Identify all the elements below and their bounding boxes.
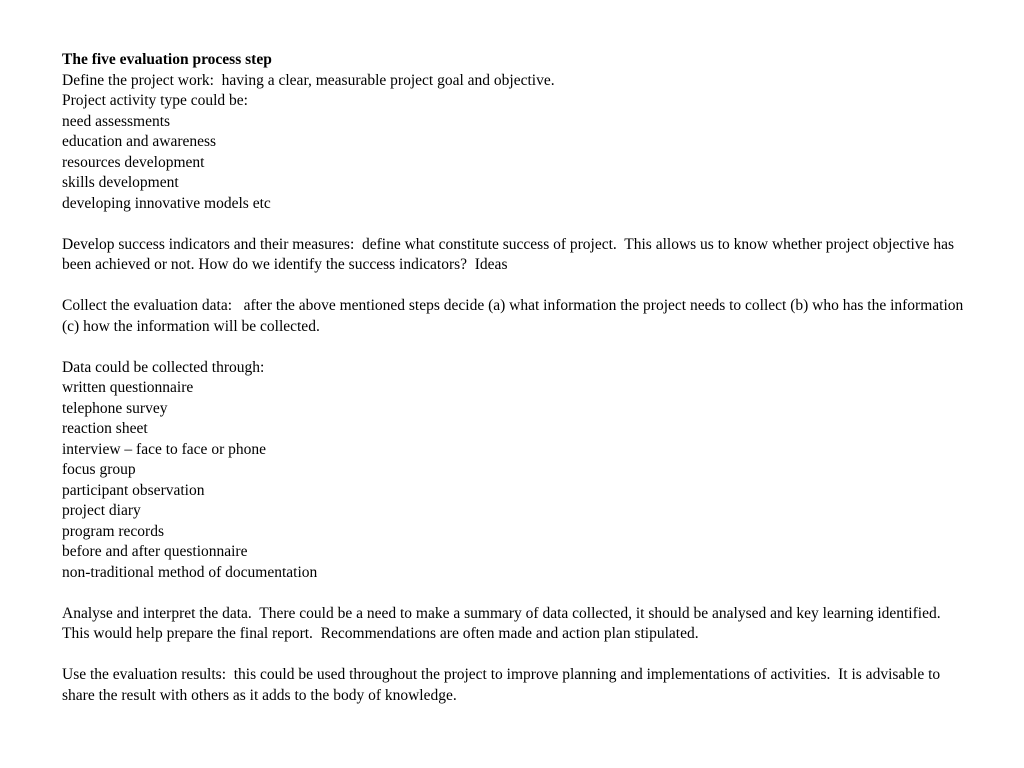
step1-list-intro: Project activity type could be: xyxy=(62,92,248,109)
list-item: participant observation xyxy=(62,481,205,499)
list-item: resources development xyxy=(62,153,205,171)
spacer xyxy=(62,214,968,235)
list-item: focus group xyxy=(62,461,136,478)
list-item: program records xyxy=(62,522,164,540)
activity-type-list xyxy=(62,112,968,215)
list-item: interview – face to face or phone xyxy=(62,440,266,458)
list-item: education and awareness xyxy=(62,133,217,150)
list-item: written questionnaire xyxy=(62,379,194,396)
spacer xyxy=(62,276,968,297)
list-item: before and after questionnaire xyxy=(62,543,248,560)
step5-text: Use the evaluation results: this could be used throughout the project to improve planning and implementations of activities. It is advisable to share the result with others as it adds to the body of knowledge. xyxy=(62,666,945,704)
list-item: project diary xyxy=(62,502,141,519)
step3-text: Collect the evaluation data: after the above mentioned steps decide (a) what information the project needs to collect (b) who has the information (c) how the information will be collected. xyxy=(62,297,968,335)
list-item: need assessments xyxy=(62,112,171,130)
step2-text: Develop success indicators and their measures: define what constitute success of project. This allows us to know whether project objective has been achieved or not. How do we identify the success indicators? Ideas xyxy=(62,235,958,273)
spacer xyxy=(62,337,968,358)
step4-text: Analyse and interpret the data. There could be a need to make a summary of data collected, it should be analysed and key learning identified. This would help prepare the final report. Recommendations are often made and action plan stipulated. xyxy=(62,604,949,642)
spacer xyxy=(62,645,968,666)
list-item: reaction sheet xyxy=(62,420,148,437)
step1-text: Define the project work: having a clear, measurable project goal and objective. xyxy=(62,71,555,89)
list-item: skills development xyxy=(62,174,179,191)
list-item: developing innovative models etc xyxy=(62,194,271,212)
list-item: non-traditional method of documentation xyxy=(62,563,318,581)
document-title: The five evaluation process step xyxy=(62,51,272,68)
step3-list-intro: Data could be collected through: xyxy=(62,358,265,376)
spacer xyxy=(62,583,968,604)
list-item: telephone survey xyxy=(62,399,168,417)
data-collection-list xyxy=(62,378,968,583)
